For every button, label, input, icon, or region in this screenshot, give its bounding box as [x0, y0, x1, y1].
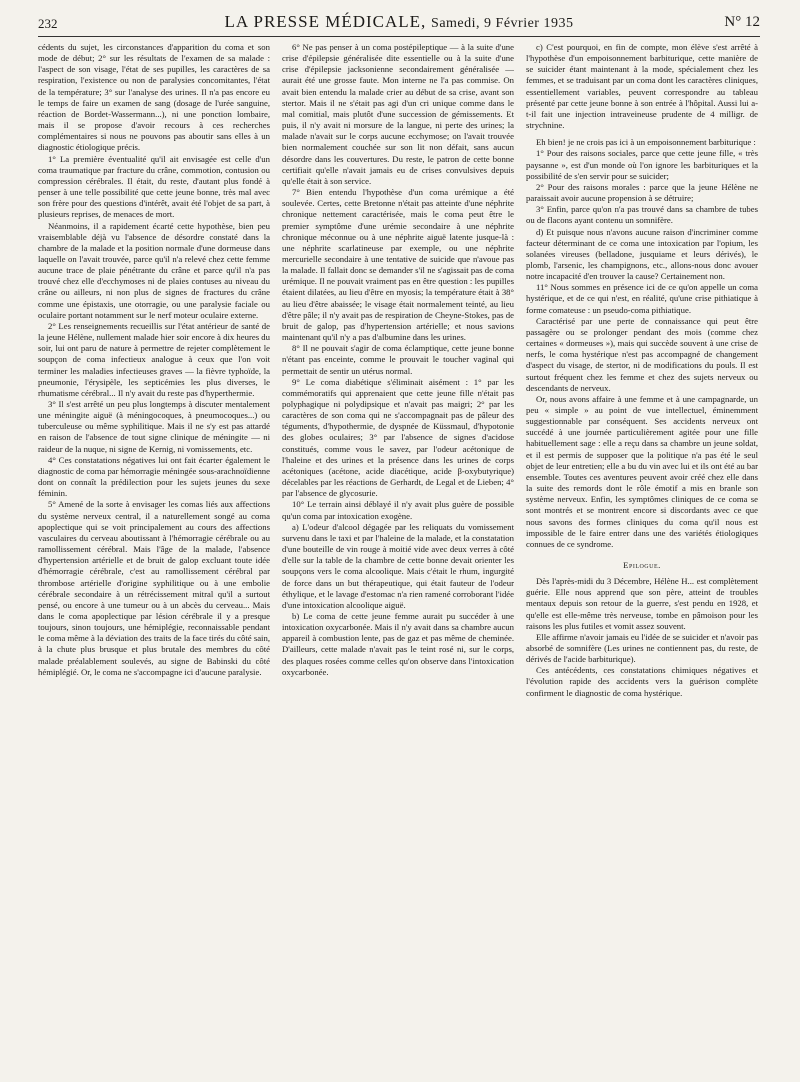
paragraph: Or, nous avons affaire à une femme et à une campagnarde, un peu « simple » au point de vue intellectuel, éminemment suggestionnable par conséquent. Ses accidents nerveux ont succédé à une journée particulièrement agitée pour une fille habituellement sage : elle a reçu dans sa chambre un jeune soldat, et il est permis de supposer que la politique n'a pas été le seul objet de leur entretien; elle a bu du vin avec lui et ils ont été au bar ensemble. Toutes ces aventures peuvent avoir créé chez elle dans la suite des remords dont le rôle émotif a mis en branle son système nerveux. Enfin, les symptômes cliniques de ce coma se sont montrés et se montrent encore si discordants avec ce que nous savons des formes cliniques du coma qu'il nous est impossible de le faire entrer dans une des variétés étiologiques connues de ce syndrome.: [526, 393, 758, 549]
column-middle: [282, 42, 514, 1072]
column-right: [526, 42, 758, 1072]
paragraph: 1° Pour des raisons sociales, parce que cette jeune fille, « très paysanne », est d'un monde où l'on ignore les barbituriques et la possibilité de s'en servir pour se suicider;: [526, 148, 758, 181]
running-head: [38, 12, 760, 32]
paragraph: c) C'est pourquoi, en fin de compte, mon élève s'est arrêté à l'hypothèse d'un empoisonnement barbiturique, cette manière de se suicider étant maintenant à la mode, spécialement chez les femmes, et se traduisant par un coma dont les caractères cliniques, essentiellement variables, peuvent correspondre au tableau présenté par cette jeune bonne à son entrée à l'hôpital. Aussi lui a-t-il fait une injection intraveineuse prudente de 4 milligr. de strychnine.: [526, 42, 758, 131]
paragraph: Eh bien! je ne crois pas ici à un empoisonnement barbiturique :: [536, 137, 756, 148]
paragraph: Dès l'après-midi du 3 Décembre, Hélène H... est complètement guérie. Elle nous apprend que son père, atteint de troubles mentaux depuis son retour de la guerre, s'est pendu en 1928, et qu'elle est elle-même très nerveuse, tombe en pâmoison pour les raisons les plus futiles et vomit assez souvent.: [526, 576, 758, 631]
paragraph: 9° Le coma diabétique s'éliminait aisément : 1° par les commémoratifs qui apprenaient que cette jeune fille n'était pas polyphagique ni polydipsique et n'avait pas maigri; 2° par les caractères de son coma qui ne s'accompagnait pas de pâleur des téguments, d'hypothermie, de dyspnée de Küssmaul, d'hypotonie des globes oculaires; 3° par l'absence de signes d'acidose constitués, comme vous le savez, par l'odeur acétonique de l'haleine et des urines et la présence dans les urines de corps acétoniques (acétone, acide diacétique, acide β-oxybutyrique) décelables par les réactions de Gerhardt, de Legal et de Lieben; 4° par l'absence de glycosurie.: [282, 376, 514, 499]
paragraph: 3° Enfin, parce qu'on n'a pas trouvé dans sa chambre de tubes ou de flacons ayant contenu un somnifère.: [526, 204, 758, 226]
paragraph: 8° Il ne pouvait s'agir de coma éclamptique, cette jeune bonne n'étant pas enceinte, comme le prouvait le toucher vaginal qui permettait de sentir un utérus normal.: [282, 343, 514, 376]
paragraph: Elle affirme n'avoir jamais eu l'idée de se suicider et n'avoir pas absorbé de somnifère (Les urines ne contiennent pas, du reste, de dérivés de l'acide barbiturique).: [526, 631, 758, 665]
paragraph: Caractérisé par une perte de connaissance qui peut être passagère ou se prolonger pendant des mois (comme chez certaines « dormeuses »), mais qui succède souvent à une crise de nerfs, le coma hystérique n'est pas accompagné de changement d'aspect du visage, de stertor, ni de modifications du pouls. Il est surtout fréquent chez les femme et chez des sujets nerveux ou descendants de nerveux.: [526, 315, 758, 393]
paragraph: a) L'odeur d'alcool dégagée par les reliquats du vomissement survenu dans le taxi et par l'haleine de la malade, et la constatation d'une bouteille de vin rouge à moitié vide avec deux verres à côté d'elle sur la table de la chambre de cette bonne devait orienter les soupçons vers le coma alcoolique. Mais c'était le rhum, ingurgité de force dans un but thérapeutique, qui était fauteur de l'odeur éthylique, et le lavage d'estomac n'a rien ramené corroborant l'idée d'une intoxication alcoolique aiguë.: [282, 521, 514, 610]
paragraph: 3° Il s'est arrêté un peu plus longtemps à discuter mentalement une méningite aiguë (à méningocoques, à pneumocoques...) ou tuberculeuse ou même syphilitique. Mais il ne s'y est pas attardé en raison de l'absence de tout signe clinique de méningite — ni raideur de la nuque, ni signe de Kernig, ni vomissements, etc.: [38, 399, 270, 454]
paragraph: d) Et puisque nous n'avons aucune raison d'incriminer comme facteur déterminant de ce coma une intoxication par l'opium, les solanées vireuses (belladone, jusquiame et leurs dérivés), le plomb, l'arsenic, les champignons, etc., allons-nous donc avouer notre incapacité d'en trouver la cause? Certainement non.: [526, 226, 758, 282]
paragraph: 7° Bien entendu l'hypothèse d'un coma urémique a été soulevée. Certes, cette Bretonne n'était pas atteinte d'une néphrite chronique nettement caractérisée, mais le coma peut être le premier symptôme d'une urémie secondaire à une néphrite chronique méconnue ou à une néphrite aiguë latente jusque-là : une néphrite scarlatineuse par exemple, ou une néphrite mercurielle secondaire à une tentative de suicide que n'avoue pas la malade. Il fallait donc se demander s'il ne s'agissait pas de coma urémique. Il ne pouvait vraiment pas en être question : les pupilles étaient dilatées, au lieu d'être en myosis; la température était à 38° au lieu d'être abaissée; le visage était normalement teinté, au lieu d'être pâle; il n'y avait pas de respiration de Cheyne-Stokes, pas de bruit de galop, pas d'hypertension artérielle; et nous savions maintenant qu'il n'y a pas d'albumine dans les urines.: [282, 187, 514, 343]
issue-number: N° 12: [724, 14, 760, 30]
paragraph: 6° Ne pas penser à un coma postépileptique — à la suite d'une crise d'épilepsie généralisée dite essentielle ou à la suite d'une crise d'épilepsie jacksonienne secondairement généralisée — aurait été une grosse faute. Mon interne ne l'a pas commise. On avait bien entendu la malade crier au début de sa crise, avant son stertor. Mais il ne s'était pas agi d'un cri unique comme dans le mal comitial, mais plutôt d'une succession de gémissements. Et puis, il n'y avait ni morsure de la langue, ni perte des urines; la malade n'avait sur le corps aucune ecchymose; on l'avait trouvée bien normalement couchée sur son lit non défait, sans aucun désordre dans les couvertures. Du reste, le patron de cette bonne certifiait qu'elle n'avait jamais eu de crises convulsives depuis qu'elle était à son service.: [282, 42, 514, 186]
paragraph: 4° Ces constatations négatives lui ont fait écarter également le diagnostic de coma par hémorragie méningée sous-arachnoïdienne dont on connaît la prédilection pour les sujets jeunes du sexe féminin.: [38, 454, 270, 499]
paragraph: 2° Les renseignements recueillis sur l'état antérieur de santé de la jeune Hélène, nullement malade hier soir encore à dix heures du soir, lui ont paru de nature à permettre de rejeter complètement le soupçon de coma infectieux analogue à ceux que l'on voit terminer les maladies infectieuses graves — la fièvre typhoïde, la pneumonie, l'érysipèle, les septicémies les plus diverses, le rhumatisme cérébral... Il n'y avait du reste pas d'hyperthermie.: [38, 320, 270, 398]
journal-title: LA PRESSE MÉDICALE,: [224, 12, 427, 31]
text-columns: [38, 42, 760, 1072]
paragraph: cédents du sujet, les circonstances d'apparition du coma et son mode de début; 2° sur les résultats de l'examen de sa malade : l'aspect de son visage, l'état de ses pupilles, les caractères de sa respiration, l'existence ou non de paralysies concomitantes, l'état de la température; 3° sur l'analyse des urines. Il n'a pas encore eu le temps de faire un examen de sang (dosage de l'urée sanguine, réaction de Bordet-Wassermann...), ni une ponction lombaire, mais il se propose d'avoir recours à ces recherches complémentaires si nous ne pouvons pas aboutir sans elles à un diagnostic étiologique précis.: [38, 42, 270, 153]
paragraph: Ces antécédents, ces constatations chimiques négatives et l'évolution rapide des accidents vers la guérison complète confirment le diagnostic de coma hystérique.: [526, 665, 758, 698]
paragraph: Néanmoins, il a rapidement écarté cette hypothèse, bien peu vraisemblable déjà vu l'absence de désordre constaté dans la chambre de la malade et la position normale d'une dormeuse dans laquelle on l'avait trouvée, parce qu'il n'a relevé chez cette femme aucune trace de plaie pénétrante du crâne et parce qu'il n'a pas trouvé chez elle d'ecchymoses ni de plaies contuses au niveau du crâne ou ailleurs, ni non plus de signes de fractures du crâne comme une épistaxis, une otorragie, ou une paralysie faciale ou oculaire portant notamment sur le nerf moteur oculaire externe.: [38, 220, 270, 320]
paragraph: b) Le coma de cette jeune femme aurait pu succéder à une intoxication oxycarbonée. Mais il n'y avait dans sa chambre aucun appareil à combustion lente, pas de gaz et pas même de cheminée. D'ailleurs, cette malade n'avait pas le teint rosé ni, sur le corps, des plaques rosées comme celles qu'on observe dans l'intoxication oxycarbonée.: [282, 610, 514, 677]
issue-date: Samedi, 9 Février 1935: [431, 16, 574, 31]
paragraph: 10° Le terrain ainsi déblayé il n'y avait plus guère de possible qu'un coma par intoxication exogène.: [282, 499, 514, 521]
epilogue-heading: Epilogue.: [623, 560, 661, 571]
header-rule: [38, 36, 760, 37]
paragraph: 11° Nous sommes en présence ici de ce qu'on appelle un coma hystérique, et de ce qui n'est, en réalité, qu'une crise pithiatique à forme comateuse : un pseudo-coma pithiatique.: [526, 282, 758, 315]
page-header: [38, 12, 760, 34]
column-left: [38, 42, 270, 1072]
paragraph: 1° La première éventualité qu'il ait envisagée est celle d'un coma traumatique par fracture du crâne, commotion, contusion ou compression cérébrales. Il était, du reste, d'autant plus fondé à penser à une telle possibilité que cette jeune bonne, très mal avec son frère pour des questions d'intérêt, avait été l'objet de sa part, à plusieurs reprises, de menaces de mort.: [38, 153, 270, 220]
page-number: 232: [38, 16, 58, 31]
paragraph: 5° Amené de la sorte à envisager les comas liés aux affections du système nerveux central, il a naturellement songé au coma apoplectique qui se voit principalement au cours des affections vasculaires du cerveau aboutissant à l'hémorragie cérébrale ou au ramollissement cérébral. Mais l'âge de la malade, l'absence d'hypertension artérielle et de bruit de galop excluant toute idée d'hémorragie cérébrale, c'est au ramollissement cérébral par thrombose artérielle d'origine syphilitique ou à une embolie cérébrale secondaire à un rétrécissement mitral qu'il a surtout pensé, ou encore à une tumeur ou à un abcès du cerveau... Mais dans le coma apoplectique par lésion cérébrale il y a presque toujours, sinon toujours, une hémiplégie, reconnaissable pendant le coma même à la déviation des traits de la face tirés du côté sain, à la chute plus brusque et plus brutale des membres du côté malade préalablement soulevés, au signe de Babinski du côté hémiplégié. Or, le coma ne s'accompagne ici d'aucune paralysie.: [38, 499, 270, 677]
paragraph: 2° Pour des raisons morales : parce que la jeune Hélène ne paraissait avoir aucune propension à se détruire;: [526, 181, 758, 204]
